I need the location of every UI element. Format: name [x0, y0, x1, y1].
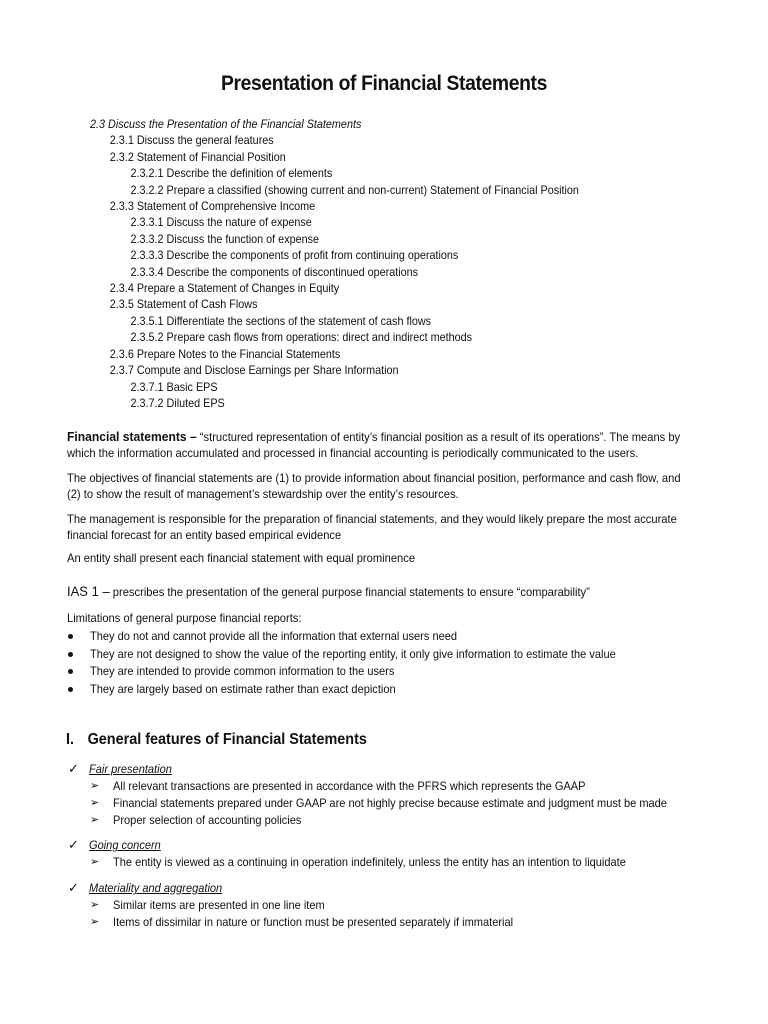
list-item: ➢ Financial statements prepared under GAAP are not highly precise because estimate and judgment must be made — [90, 796, 667, 810]
arrow-bullet-icon: ➢ — [90, 916, 100, 928]
list-item: They are largely based on estimate rather than exact depiction — [67, 681, 661, 699]
arrow-bullet-icon: ➢ — [90, 856, 100, 868]
toc-item: 2.3.4 Prepare a Statement of Changes in Equity — [109, 281, 340, 296]
definition-text-2: which the information accumulated and processed in financial accounting is periodically communicated to the users. — [67, 446, 639, 460]
objectives-paragraph — [67, 470, 692, 502]
management-line: financial forecast for an entity based empirical evidence — [67, 528, 342, 542]
feature-label: Fair presentation — [89, 762, 172, 776]
ias-paragraph — [67, 583, 692, 600]
toc-item: 2.3.5.1 Differentiate the sections of the statement of cash flows — [130, 313, 432, 328]
management-paragraph — [67, 511, 692, 543]
toc-item: 2.3.5 Statement of Cash Flows — [109, 297, 258, 312]
arrow-bullet-icon: ➢ — [90, 899, 100, 911]
checkmark-icon: ✓ — [68, 837, 79, 852]
toc-item: 2.3.7.1 Basic EPS — [130, 379, 218, 394]
prominence-paragraph — [67, 550, 692, 566]
toc-item: 2.3.1 Discuss the general features — [109, 133, 274, 148]
feature-label: Going concern — [89, 838, 161, 852]
list-item: ➢ Proper selection of accounting policies — [90, 813, 302, 827]
feature-label: Materiality and aggregation — [89, 881, 223, 895]
limitations-list — [67, 628, 661, 698]
list-item: They do not and cannot provide all the information that external users need — [67, 628, 661, 646]
list-item: ➢ The entity is viewed as a continuing in operation indefinitely, unless the entity has an intention to liquidate — [90, 855, 626, 869]
feature-going-concern — [68, 837, 670, 871]
toc-item: 2.3 Discuss the Presentation of the Financial Statements — [90, 117, 362, 131]
objectives-line: The objectives of financial statements are (1) to provide information about financial position, performance and cash flow, and — [67, 471, 681, 485]
toc-item: 2.3.2.1 Describe the definition of elements — [130, 166, 333, 181]
limitations-heading-text: Limitations of general purpose financial reports: — [67, 611, 302, 625]
toc-item: 2.3.2 Statement of Financial Position — [109, 149, 286, 164]
ias-text: prescribes the presentation of the general purpose financial statements to ensure “comparability” — [109, 585, 590, 599]
section-number: I. — [66, 731, 75, 748]
section-title: General features of Financial Statements — [87, 731, 367, 748]
definition-text: “structured representation of entity’s financial position as a result of its operations”. The means by — [196, 430, 681, 444]
management-line: The management is responsible for the preparation of financial statements, and they would likely prepare the most accurate — [67, 512, 677, 526]
toc-item: 2.3.7 Compute and Disclose Earnings per Share Information — [109, 363, 399, 378]
definition-paragraph — [67, 429, 692, 461]
toc-item: 2.3.3.2 Discuss the function of expense — [130, 231, 320, 246]
page-title: Presentation of Financial Statements — [220, 72, 547, 95]
arrow-bullet-icon: ➢ — [90, 797, 100, 809]
feature-fair-presentation — [68, 761, 715, 829]
toc-item: 2.3.3.4 Describe the components of discontinued operations — [130, 264, 419, 279]
prominence-text: An entity shall present each financial statement with equal prominence — [67, 551, 416, 565]
checkmark-icon: ✓ — [68, 880, 79, 895]
toc-item: 2.3.3.3 Describe the components of profit from continuing operations — [130, 248, 459, 263]
limitations-heading — [67, 610, 692, 626]
list-item: They are not designed to show the value of the reporting entity, it only give information to estimate the value — [67, 646, 661, 664]
toc-item: 2.3.7.2 Diluted EPS — [130, 395, 225, 410]
toc-item: 2.3.5.2 Prepare cash flows from operations: direct and indirect methods — [130, 330, 473, 345]
toc-item: 2.3.3.1 Discuss the nature of expense — [130, 215, 312, 230]
feature-materiality — [68, 880, 548, 931]
list-item: ➢ All relevant transactions are presented in accordance with the PFRS which represents the GAAP — [90, 779, 586, 793]
arrow-bullet-icon: ➢ — [90, 814, 100, 826]
list-item: ➢ Similar items are presented in one line item — [90, 898, 325, 912]
toc-item: 2.3.6 Prepare Notes to the Financial Statements — [109, 346, 341, 361]
objectives-line: (2) to show the result of management’s stewardship over the entity’s resources. — [67, 487, 459, 501]
list-item: ➢ Items of dissimilar in nature or function must be presented separately if immaterial — [90, 915, 514, 929]
toc-item: 2.3.3 Statement of Comprehensive Income — [109, 199, 316, 214]
section-heading — [66, 731, 367, 749]
arrow-bullet-icon: ➢ — [90, 780, 100, 792]
checkmark-icon: ✓ — [68, 761, 79, 776]
definition-term: Financial statements – — [67, 429, 197, 444]
toc-item: 2.3.2.2 Prepare a classified (showing current and non-current) Statement of Financial Position — [130, 182, 579, 197]
ias-term: IAS 1 – — [67, 583, 110, 599]
list-item: They are intended to provide common information to the users — [67, 663, 661, 681]
table-of-contents — [90, 116, 633, 411]
